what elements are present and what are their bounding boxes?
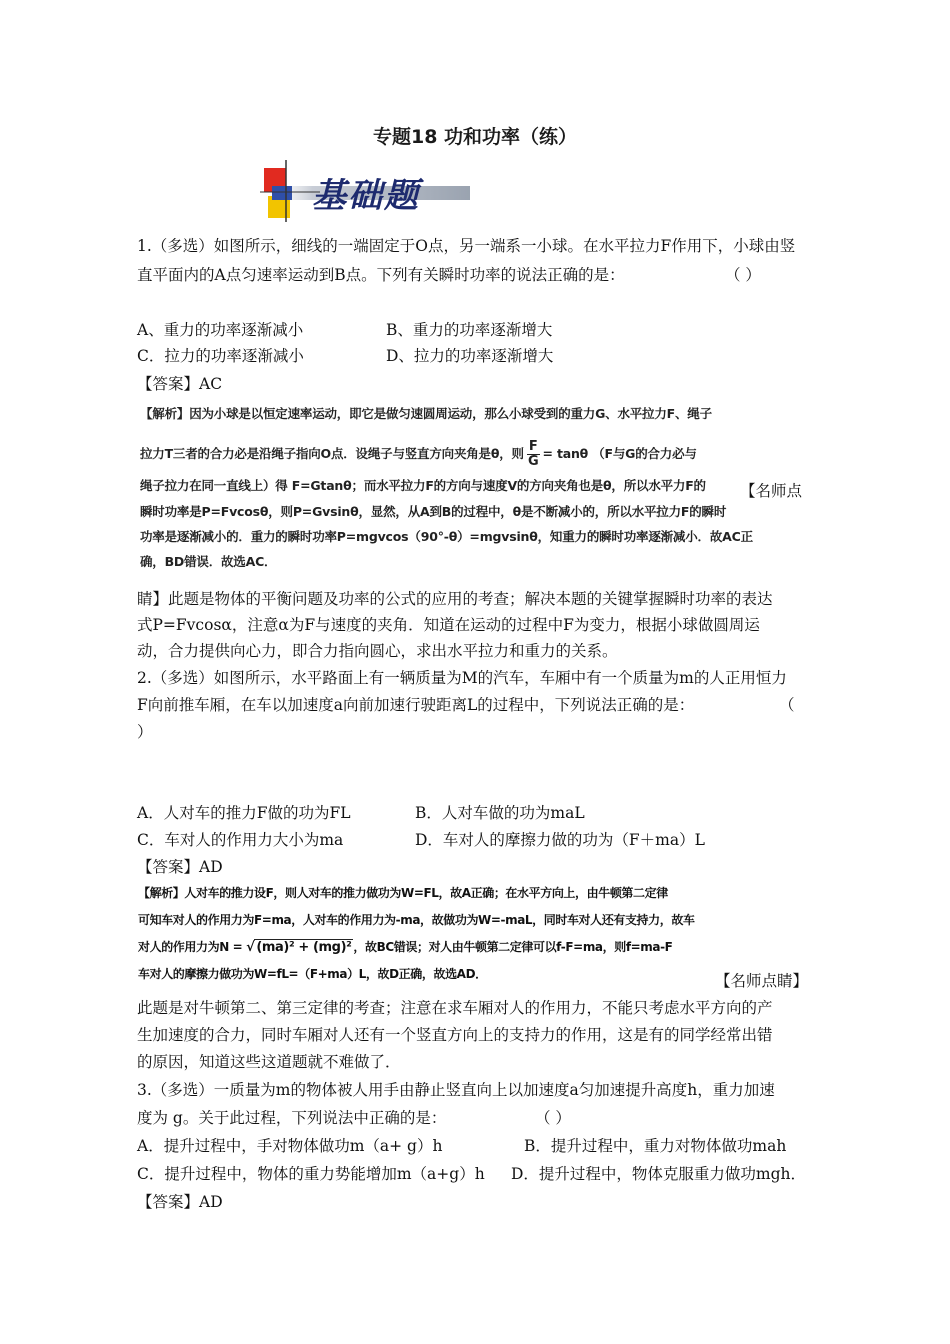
banner-text: 基础题 — [312, 176, 420, 216]
q1-stem-line2: 直平面内的A点匀速率运动到B点。下列有关瞬时功率的说法正确的是： — [137, 266, 625, 284]
q1-analysis-line6: 确，BD错误．故选AC． — [140, 554, 277, 569]
q2-option-d: D．车对人的摩擦力做的功为（F＋ma）L — [415, 831, 705, 849]
q1-analysis-line5: 功率是逐渐减小的．重力的瞬时功率P=mgvcos（90°-θ）=mgvsinθ，知重力的瞬时功率逐渐减小．故AC正 — [140, 529, 753, 544]
q2-analysis-line3a: 对人的作用力为N = — [138, 940, 243, 954]
q2-option-b: B．人对车做的功为maL — [415, 804, 585, 822]
sqrt-expression: √ (ma)² + (mg)² — [246, 940, 352, 955]
q1-stem-line1: 1.（多选）如图所示，细线的一端固定于O点，另一端系一小球。在水平拉力F作用下，小球由竖 — [137, 237, 796, 255]
q3-answer: 【答案】AD — [137, 1193, 223, 1211]
q1-teacher-note-line2: 式P=Fvcosα，注意α为F与速度的夹角．知道在运动的过程中F为变力，根据小球做圆周运 — [137, 616, 760, 634]
q1-teacher-note-line1: 睛】此题是物体的平衡问题及功率的公式的应用的考查；解决本题的关键掌握瞬时功率的表达 — [137, 590, 773, 608]
q1-teacher-note-line3: 动，合力提供向心力，即合力指向圆心，求出水平拉力和重力的关系。 — [137, 642, 618, 660]
q3-option-c: C．提升过程中，物体的重力势能增加m（a+g）h — [137, 1165, 485, 1183]
q3-option-b: B．提升过程中，重力对物体做功mah — [524, 1137, 787, 1155]
q2-stem-line1: 2.（多选）如图所示，水平路面上有一辆质量为M的汽车，车厢中有一个质量为m的人正用恒力 — [137, 669, 787, 687]
q2-analysis-line2: 可知车对人的作用力为F=ma，人对车的作用力为-ma，故做功为W=-maL，同时车对人还有支持力，故车 — [138, 913, 695, 927]
q3-stem-line2: 度为 g。关于此过程，下列说法中正确的是： — [137, 1109, 447, 1127]
section-banner — [260, 160, 470, 222]
q1-analysis-line4: 瞬时功率是P=Fvcosθ，则P=Gvsinθ，显然，从A到B的过程中，θ是不断减小的，所以水平拉力F的瞬时 — [140, 504, 727, 519]
q1-answer: 【答案】AC — [137, 375, 223, 393]
q1-analysis-line2a: 拉力T三者的合力必是沿绳子指向O点．设绳子与竖直方向夹角是θ，则 — [140, 446, 524, 461]
q1-analysis-line1: 【解析】因为小球是以恒定速率运动，即它是做匀速圆周运动，那么小球受到的重力G、水平拉力F、绳子 — [140, 406, 712, 421]
force-ratio-fraction: $\frac{F}{G}$ — [527, 439, 539, 469]
q2-teacher-note-line2: 生加速度的合力，同时车厢对人还有一个竖直方向上的支持力的作用，这是有的同学经常出错 — [137, 1026, 773, 1044]
q2-teacher-note-head: 【名师点睛】 — [715, 972, 809, 990]
q2-option-a: A．人对车的推力F做的功为FL — [137, 804, 351, 822]
q2-analysis-line4: 车对人的摩擦力做功为W=fL=（F+ma）L，故D正确，故选AD． — [138, 967, 487, 981]
q1-analysis-line2 — [140, 440, 697, 469]
q1-analysis-line2b: = tanθ （F与G的合力必与 — [542, 446, 697, 461]
q2-teacher-note-line3: 的原因，知道这些这道题就不难做了． — [137, 1053, 401, 1071]
q3-answer-blank: （ ） — [535, 1109, 571, 1127]
q1-option-a: A、重力的功率逐渐减小 — [137, 321, 304, 339]
q2-analysis-line1: 【解析】人对车的推力设F，则人对车的推力做功为W=FL，故A正确；在水平方向上，由牛顿第二定律 — [138, 886, 668, 900]
q2-option-c: C．车对人的作用力大小为ma — [137, 831, 344, 849]
q2-analysis-line3b: ，故BC错误；对人由牛顿第二定律可以f-F=ma，则f=ma-F — [353, 940, 673, 954]
q2-answer-blank-close: ） — [137, 723, 153, 741]
q3-option-a: A．提升过程中，手对物体做功m（a+ g）h — [137, 1137, 443, 1155]
q2-teacher-note-line1: 此题是对牛顿第二、第三定律的考查；注意在求车厢对人的作用力，不能只考虑水平方向的产 — [137, 999, 773, 1017]
q2-answer: 【答案】AD — [137, 858, 223, 876]
q1-option-d: D、拉力的功率逐渐增大 — [386, 347, 554, 365]
q1-option-b: B、重力的功率逐渐增大 — [386, 321, 553, 339]
q1-answer-blank: （ ） — [725, 266, 761, 284]
q2-analysis-line3 — [138, 938, 672, 955]
q2-answer-blank-open: （ — [779, 696, 795, 714]
q1-option-c: C．拉力的功率逐渐减小 — [137, 347, 304, 365]
q3-option-d: D．提升过程中，物体克服重力做功mgh． — [511, 1165, 807, 1183]
page-title: 专题18 功和功率（练） — [373, 126, 578, 148]
q3-stem-line1: 3.（多选）一质量为m的物体被人用手由静止竖直向上以加速度a匀加速提升高度h，重力加速 — [137, 1081, 775, 1099]
q1-teacher-note-head: 【名师点 — [740, 482, 803, 500]
q2-stem-line2: F向前推车厢，在车以加速度a向前加速行驶距离L的过程中，下列说法正确的是： — [137, 696, 695, 714]
q1-analysis-line3: 绳子拉力在同一直线上）得 F=Gtanθ；而水平拉力F的方向与速度V的方向夹角也是θ，所以水平力F的 — [140, 478, 706, 493]
